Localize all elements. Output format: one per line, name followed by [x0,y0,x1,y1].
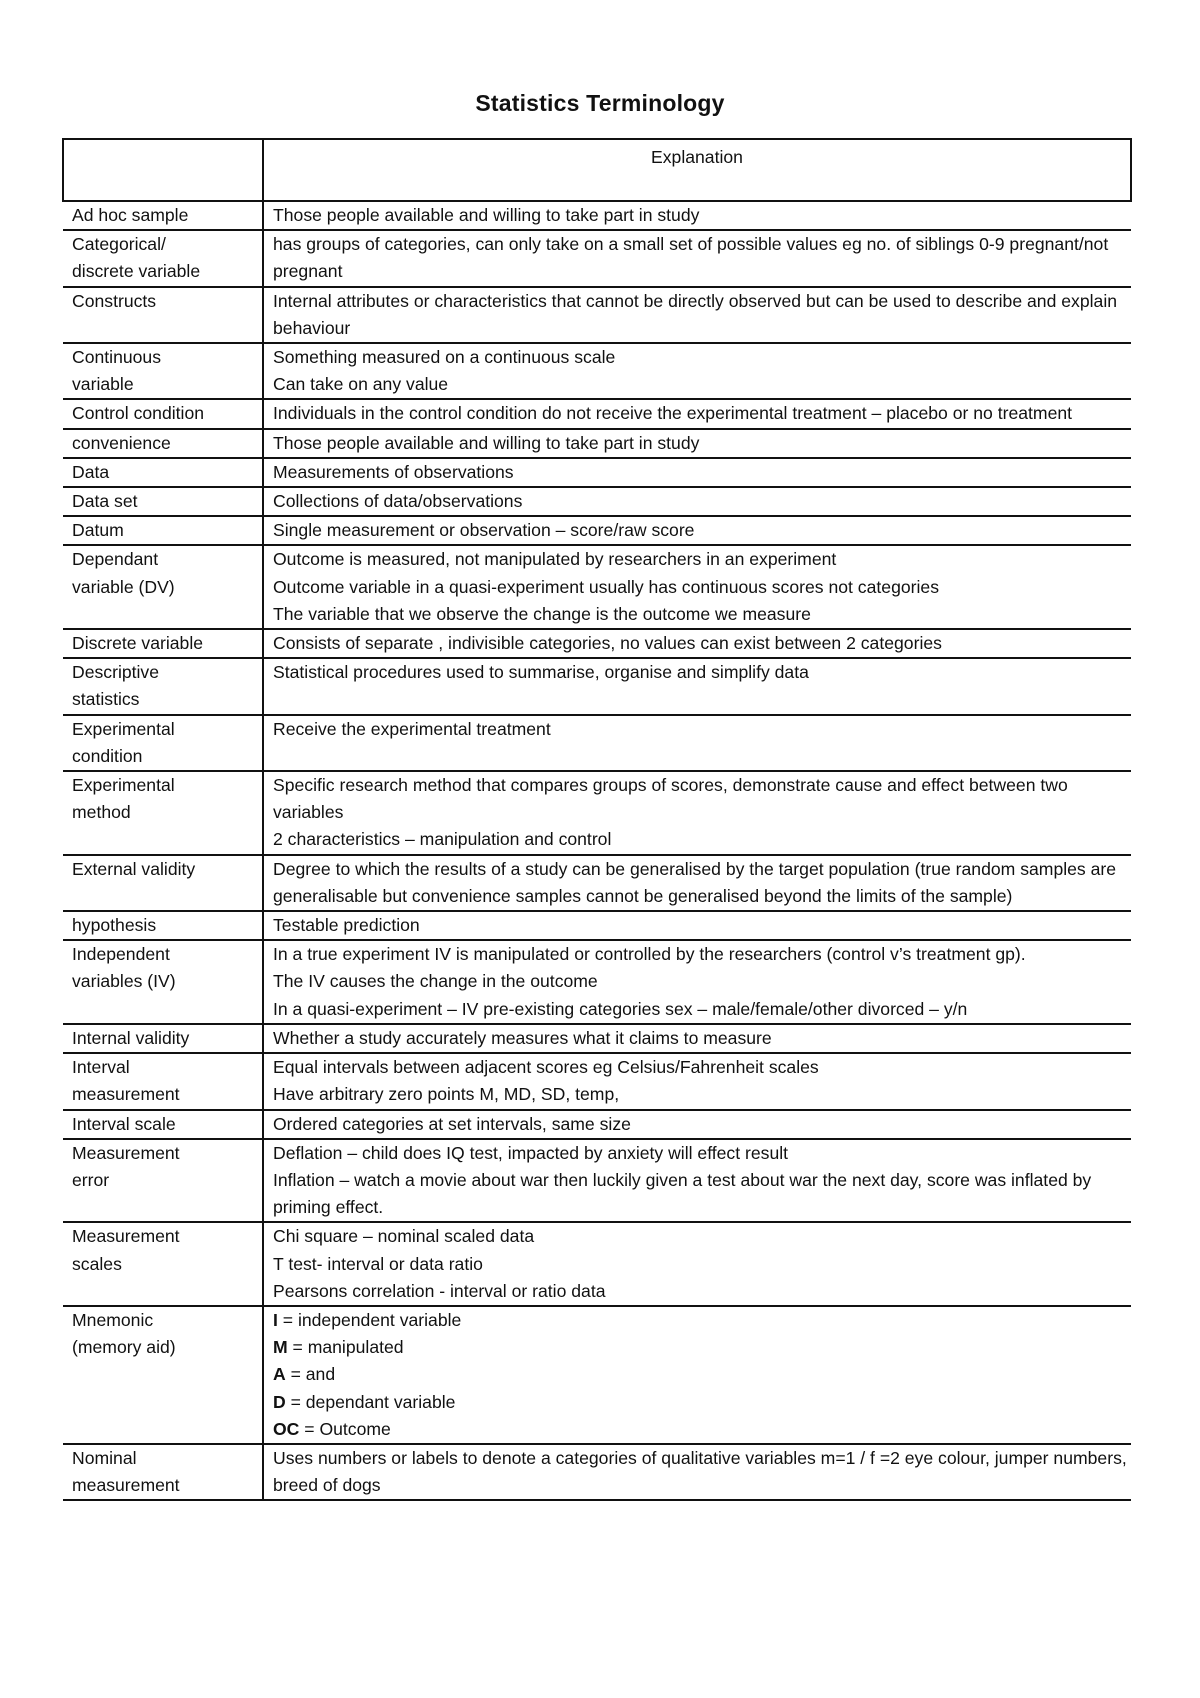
explanation-text: The IV causes the change in the outcome [273,971,598,992]
mnemonic-letter: M [273,1337,288,1358]
term-cell [63,715,263,771]
table-row [63,458,1131,487]
table-row [63,658,1131,714]
term-cell [63,911,263,940]
term-text: variable (DV) [72,576,175,597]
explanation-cell [263,545,1131,629]
mnemonic-meaning: = dependant variable [285,1391,456,1412]
explanation-cell [263,429,1131,458]
explanation-text: Consists of separate , indivisible categories, no values can exist between 2 categories [273,633,942,654]
term-cell [63,1024,263,1053]
term-text: condition [72,745,143,766]
explanation-text: Outcome variable in a quasi-experiment usually has continuous scores not categories [273,576,939,597]
table-row [63,343,1131,399]
term-text: Control condition [72,403,205,424]
table-row [63,1222,1131,1306]
table-row [63,1306,1131,1444]
table-header-row [63,139,1131,201]
explanation-text: Single measurement or observation – score/raw score [273,520,695,541]
term-cell [63,201,263,230]
table-row [63,715,1131,771]
explanation-cell [263,855,1131,911]
explanation-text: Have arbitrary zero points M, MD, SD, temp, [273,1084,620,1105]
explanation-text: The variable that we observe the change is the outcome we measure [273,603,811,624]
term-text: Descriptive [72,662,160,683]
term-text: (memory aid) [72,1337,176,1358]
table-row [63,771,1131,855]
table-row [63,855,1131,911]
table-row [63,399,1131,428]
term-cell [63,343,263,399]
term-text: Ad hoc sample [72,205,189,225]
term-cell [63,487,263,516]
term-cell [63,1306,263,1444]
mnemonic-meaning: = independent variable [277,1309,462,1330]
explanation-cell [263,1024,1131,1053]
term-cell [63,1222,263,1306]
term-text: Mnemonic [72,1309,154,1330]
mnemonic-letter: I [273,1309,278,1330]
explanation-cell [263,1139,1131,1223]
explanation-text: Statistical procedures used to summarise, organise and simplify data [273,662,809,683]
table-row [63,287,1131,343]
explanation-text: Whether a study accurately measures what it claims to measure [273,1027,772,1048]
explanation-cell [263,201,1131,230]
term-cell [63,771,263,855]
explanation-text: Pearsons correlation - interval or ratio data [273,1280,606,1301]
explanation-text: Testable prediction [273,915,420,936]
explanation-text: T test- interval or data ratio [273,1253,483,1274]
term-cell [63,1139,263,1223]
explanation-cell [263,629,1131,658]
explanation-cell [263,658,1131,714]
explanation-text: Receive the experimental treatment [273,718,551,739]
explanation-cell [263,487,1131,516]
explanation-cell [263,1306,1131,1444]
explanation-cell [263,1444,1131,1500]
mnemonic-line [273,1334,1131,1361]
explanation-text: Degree to which the results of a study can be generalised by the target population (true random samples are generalisable but convenience samples cannot be generalised beyond the limits of the sample) [273,858,1117,906]
term-cell [63,940,263,1024]
mnemonic-line [273,1389,1131,1416]
term-text: Datum [72,520,124,541]
table-body [63,201,1131,1500]
term-text: Measurement [72,1226,180,1247]
term-text: Data set [72,491,138,512]
table-row [63,1053,1131,1109]
explanation-cell [263,287,1131,343]
explanation-text: Chi square – nominal scaled data [273,1226,535,1247]
term-text: Dependant [72,549,159,570]
term-cell [63,1444,263,1500]
mnemonic-line [273,1307,1131,1334]
term-cell [63,399,263,428]
page-title: Statistics Terminology [475,90,725,116]
mnemonic-letter: A [273,1364,286,1385]
explanation-text: Internal attributes or characteristics that cannot be directly observed but can be used to describe and explain behaviour [273,290,1118,338]
term-text: External validity [72,858,196,879]
mnemonic-line [273,1416,1131,1443]
term-cell [63,1110,263,1139]
mnemonic-meaning: = and [285,1364,336,1385]
term-cell [63,429,263,458]
table-row [63,516,1131,545]
explanation-cell [263,1110,1131,1139]
term-cell [63,516,263,545]
table-row [63,201,1131,230]
explanation-text: Inflation – watch a movie about war then luckily given a test about war the next day, score was inflated by priming effect. [273,1169,1092,1218]
term-cell [63,855,263,911]
explanation-cell [263,343,1131,399]
term-text: Interval [72,1057,130,1078]
term-cell [63,287,263,343]
table-row [63,629,1131,658]
term-cell [63,545,263,629]
table-row [63,487,1131,516]
explanation-cell [263,715,1131,771]
term-cell [63,230,263,286]
explanation-text: Individuals in the control condition do not receive the experimental treatment – placebo or no treatment [273,403,1073,424]
explanation-cell [263,1222,1131,1306]
explanation-cell [263,1053,1131,1109]
explanation-text: Equal intervals between adjacent scores eg Celsius/Fahrenheit scales [273,1057,819,1078]
table-row [63,230,1131,286]
table-row [63,1444,1131,1500]
explanation-text: 2 characteristics – manipulation and control [273,829,612,850]
term-text: convenience [72,432,171,453]
term-text: Measurement [72,1142,180,1163]
table-row [63,911,1131,940]
explanation-text: Deflation – child does IQ test, impacted by anxiety will effect result [273,1142,789,1163]
explanation-text: Collections of data/observations [273,491,523,512]
explanation-text: In a true experiment IV is manipulated or controlled by the researchers (control v’s treatment gp). [273,944,1026,965]
term-text: error [72,1169,110,1190]
term-cell [63,1053,263,1109]
term-text: scales [72,1253,122,1274]
term-cell [63,658,263,714]
explanation-text: Those people available and willing to take part in study [273,432,700,453]
explanation-text: Can take on any value [273,374,449,395]
term-text: measurement [72,1475,180,1496]
term-text: variables (IV) [72,971,176,992]
term-column-header [63,139,263,201]
term-text: discrete variable [72,261,201,282]
mnemonic-letter: D [273,1391,286,1412]
term-text: measurement [72,1084,180,1105]
term-text: Data [72,461,110,482]
term-text: Nominal [72,1447,137,1468]
explanation-text: Uses numbers or labels to denote a categories of qualitative variables m=1 / f =2 eye colour, jumper numbers, breed of dogs [273,1447,1127,1496]
explanation-cell [263,458,1131,487]
term-text: statistics [72,689,140,710]
explanation-text: Something measured on a continuous scale [273,347,616,368]
term-cell [63,458,263,487]
term-text: Continuous [72,347,162,368]
mnemonic-line [273,1361,1131,1388]
explanation-column-header: Explanation [263,139,1131,201]
explanation-text: has groups of categories, can only take on a small set of possible values eg no. of siblings 0-9 pregnant/not pregnant [273,234,1109,282]
table-row [63,429,1131,458]
explanation-cell [263,399,1131,428]
explanation-cell [263,771,1131,855]
explanation-text: Outcome is measured, not manipulated by researchers in an experiment [273,549,837,570]
term-text: Categorical/ [72,234,166,255]
term-text: Experimental [72,718,175,739]
table-row [63,545,1131,629]
term-text: Experimental [72,775,175,796]
explanation-cell [263,516,1131,545]
term-text: hypothesis [72,915,157,936]
table-row [63,1110,1131,1139]
term-text: Constructs [72,290,157,311]
terminology-table [62,138,1132,1501]
term-cell [63,629,263,658]
explanation-cell [263,230,1131,286]
explanation-cell [263,940,1131,1024]
term-text: method [72,802,131,823]
explanation-text: Measurements of observations [273,461,514,482]
explanation-text: Specific research method that compares groups of scores, demonstrate cause and effect between two variables [273,775,1068,823]
mnemonic-meaning: = manipulated [287,1337,404,1358]
explanation-text: In a quasi-experiment – IV pre-existing categories sex – male/female/other divorced – y/n [273,998,968,1019]
term-text: Internal validity [72,1027,190,1048]
explanation-text: Those people available and willing to take part in study [273,205,700,225]
explanation-cell [263,911,1131,940]
term-text: Interval scale [72,1113,176,1134]
mnemonic-meaning: = Outcome [299,1418,391,1439]
explanation-text: Ordered categories at set intervals, same size [273,1113,631,1134]
mnemonic-letter: OC [273,1418,300,1439]
table-row [63,940,1131,1024]
term-text: Independent [72,944,170,965]
term-text: Discrete variable [72,633,204,654]
table-row [63,1139,1131,1223]
term-text: variable [72,374,134,395]
table-row [63,1024,1131,1053]
